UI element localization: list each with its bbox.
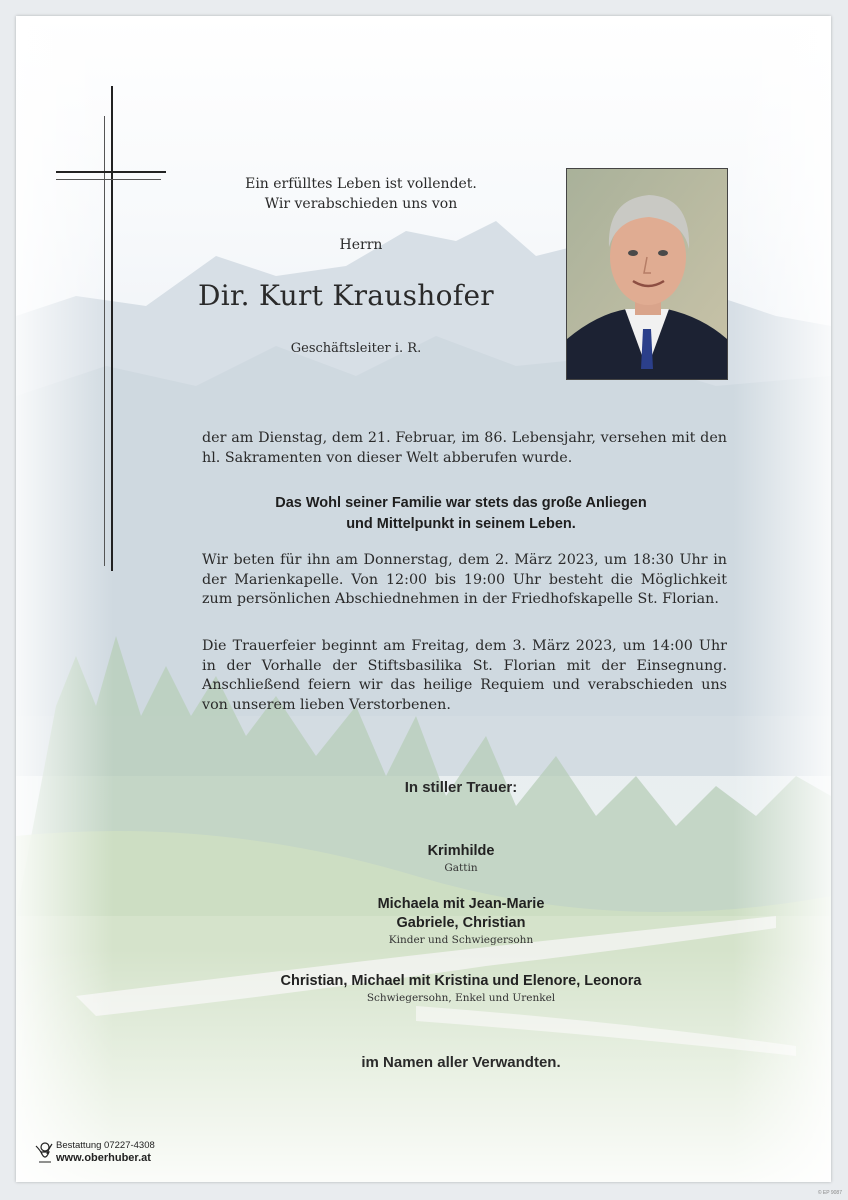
motto-line-2: und Mittelpunkt in seinem Leben. (346, 516, 576, 532)
undertaker-phone: Bestattung 07227-4308 (56, 1140, 155, 1151)
cross-vertical-bar (111, 86, 113, 571)
mourner-group (216, 972, 706, 1005)
prayer-notice: Wir beten für ihn am Donnerstag, dem 2. März 2023, um 18:30 Uhr in der Marienkapelle. Von 12:00 bis 19:00 Uhr besteht die Möglichkeit zum persönlichen Abschiednehmen in der Friedhofskapelle St. Florian. (202, 552, 727, 607)
undertaker-website-link[interactable]: www.oberhuber.at (56, 1152, 151, 1164)
cross-horizontal-bar (56, 171, 166, 173)
intro-text (216, 174, 506, 214)
intro-line-2: Wir verabschieden uns von (264, 196, 458, 212)
deceased-title: Geschäftsleiter i. R. (290, 341, 422, 356)
motto-line-1: Das Wohl seiner Familie war stets das große Anliegen (275, 495, 647, 511)
mourner-relation: Kinder und Schwiegersohn (388, 934, 534, 946)
death-notice: der am Dienstag, dem 21. Februar, im 86. Lebensjahr, versehen mit den hl. Sakramenten von dieser Welt abberufen wurde. (202, 430, 727, 466)
portrait-photo (566, 168, 728, 380)
mourning-heading: In stiller Trauer: (404, 779, 518, 796)
mourner-relation: Schwiegersohn, Enkel und Urenkel (366, 992, 556, 1004)
funeral-notice: Die Trauerfeier beginnt am Freitag, dem 3. März 2023, um 14:00 Uhr in der Vorhalle der Stiftsbasilika St. Florian mit der Einsegnung. Anschließend feiern wir das heilige Requiem und verabschieden uns von unserem lieben Verstorbenen. (202, 638, 727, 713)
copyright-note: © EP 9087 (817, 1190, 842, 1196)
angel-logo-icon (34, 1140, 54, 1164)
motto (216, 493, 706, 535)
mourner-names: Christian, Michael mit Kristina und Elenore, Leonora (280, 973, 642, 989)
cross-horizontal-thin-bar (56, 179, 161, 180)
intro-line-1: Ein erfülltes Leben ist vollendet. (245, 176, 477, 192)
salutation: Herrn (339, 237, 383, 253)
mourner-group (316, 895, 606, 947)
mourner-names: Michaela mit Jean-Marie (377, 896, 545, 912)
mourner-names: Krimhilde (427, 843, 495, 859)
mourner-relation: Gattin (444, 862, 478, 874)
closing-line: im Namen aller Verwandten. (361, 1054, 561, 1071)
obituary-card (16, 16, 831, 1182)
mourner-group (316, 842, 606, 875)
mourner-names: Gabriele, Christian (396, 915, 526, 931)
cross-vertical-thin-bar (104, 116, 105, 566)
deceased-name: Dir. Kurt Kraushofer (198, 279, 494, 312)
